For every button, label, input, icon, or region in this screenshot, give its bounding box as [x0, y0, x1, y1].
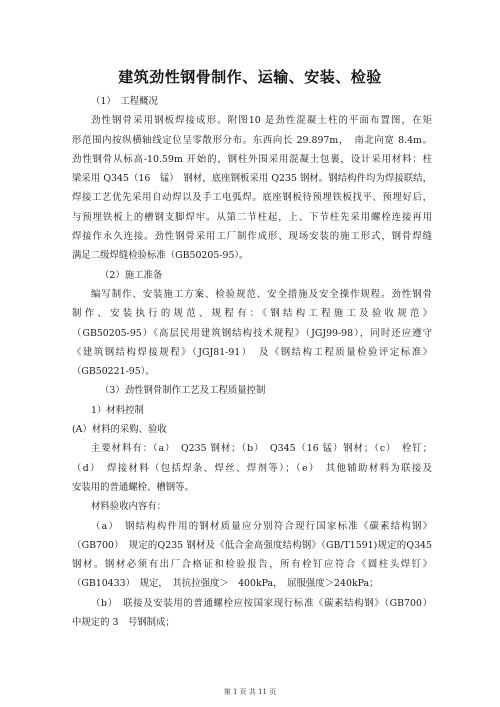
paragraph-line: 满足二级焊缝检验标准（GB50205-95）。 [72, 250, 249, 262]
paragraph-line: 主要材料有：（a） Q235 钢材；（b） Q345（16 锰）钢材；（c） 栓钉； [91, 443, 432, 455]
paragraph-line: 与预埋铁板上的槽钢支脚焊牢。从第二节柱起，上、下节柱先采用螺栓连接再用 [72, 211, 432, 223]
section-heading: （3）劲性钢骨制作工艺及工程质量控制 [100, 385, 266, 397]
paragraph-line: 劲性钢骨从标高-10.59m 开始的，钢柱外围采用混凝土包裹，设计采用材料：柱 [72, 153, 432, 165]
section-heading: （1） 工程概况 [91, 96, 158, 107]
paragraph-line: 钢材。钢材必须有出厂合格证和检验报告，所有栓钉应符合《圆柱头焊钉》 [72, 559, 432, 571]
subsection-heading: 1）材料控制 [91, 404, 144, 416]
paragraph-line: 制作、安装执行的规范、规程有：《钢结构工程施工及验收规范》 [72, 308, 432, 320]
paragraph-line: 安装用的普通螺栓、槽钢等。 [72, 481, 194, 493]
subsection-heading: (A）材料的采购、验收 [72, 424, 167, 436]
paragraph-line: （GB50205-95）《高层民用建筑钢结构技术规程》（JGJ99-98），同时还应遵守 [72, 327, 432, 339]
paragraph-line: 中规定的 3 号钢制成； [72, 617, 175, 629]
paragraph-line: 焊接作永久连接。劲性钢骨采用工厂制作成形、现场安装的施工形式，钢骨焊缝 [72, 231, 432, 243]
paragraph-line: （GB700） 规定的Q235 钢材及《低合金高强度结构钢》（GB/T1591)规定的Q345 [72, 539, 432, 551]
paragraph-line: （a） 钢结构构件用的钢材质量应分别符合现行国家标准《碳素结构钢》 [91, 520, 432, 532]
document-title: 建筑劲性钢骨制作、运输、安装、检验 [118, 68, 382, 86]
section-heading: （2）施工准备 [100, 269, 163, 281]
paragraph-line: （GB10433） 规定， 其抗拉强度＞ 400kPa， 屈服强度＞240kPa； [72, 578, 379, 590]
paragraph-line: 劲性钢骨采用钢板焊接成形。附图10 是劲性混凝土柱的平面布置图，在矩 [91, 115, 432, 127]
page-footer: 第 1 页 共 11 页 [223, 688, 277, 696]
paragraph-line: （b） 联接及安装用的普通螺栓应按国家现行标准《碳素结构钢》（GB700） [91, 597, 432, 609]
document-body [72, 92, 432, 632]
paragraph-line: 材料验收内容有： [91, 501, 167, 513]
paragraph-line: （d） 焊接材料（包括焊条、焊丝、焊剂等）；（e） 其他辅助材料为联接及 [72, 462, 432, 474]
paragraph-line: 梁采用 Q345（16 锰） 钢材，底座钢板采用 Q235 钢材。钢结构件均为焊接联结， [72, 173, 432, 185]
paragraph-line: 形范围内按纵横轴线定位呈零散形分布。东西向长 29.897m， 南北向宽 8.4m。 [72, 134, 432, 146]
paragraph-line: 编写制作、安装施工方案、检验规范、安全措施及安全操作规程。劲性钢骨 [91, 288, 432, 300]
paragraph-line: （GB50221-95）。 [72, 366, 155, 378]
paragraph-line: 焊接工艺优先采用自动焊以及手工电弧焊。底座钢板待预埋铁板找平、预埋好后， [72, 192, 432, 204]
paragraph-line: 《建筑钢结构焊接规程》（JGJ81-91） 及《钢结构工程质量检验评定标准》 [72, 346, 432, 358]
